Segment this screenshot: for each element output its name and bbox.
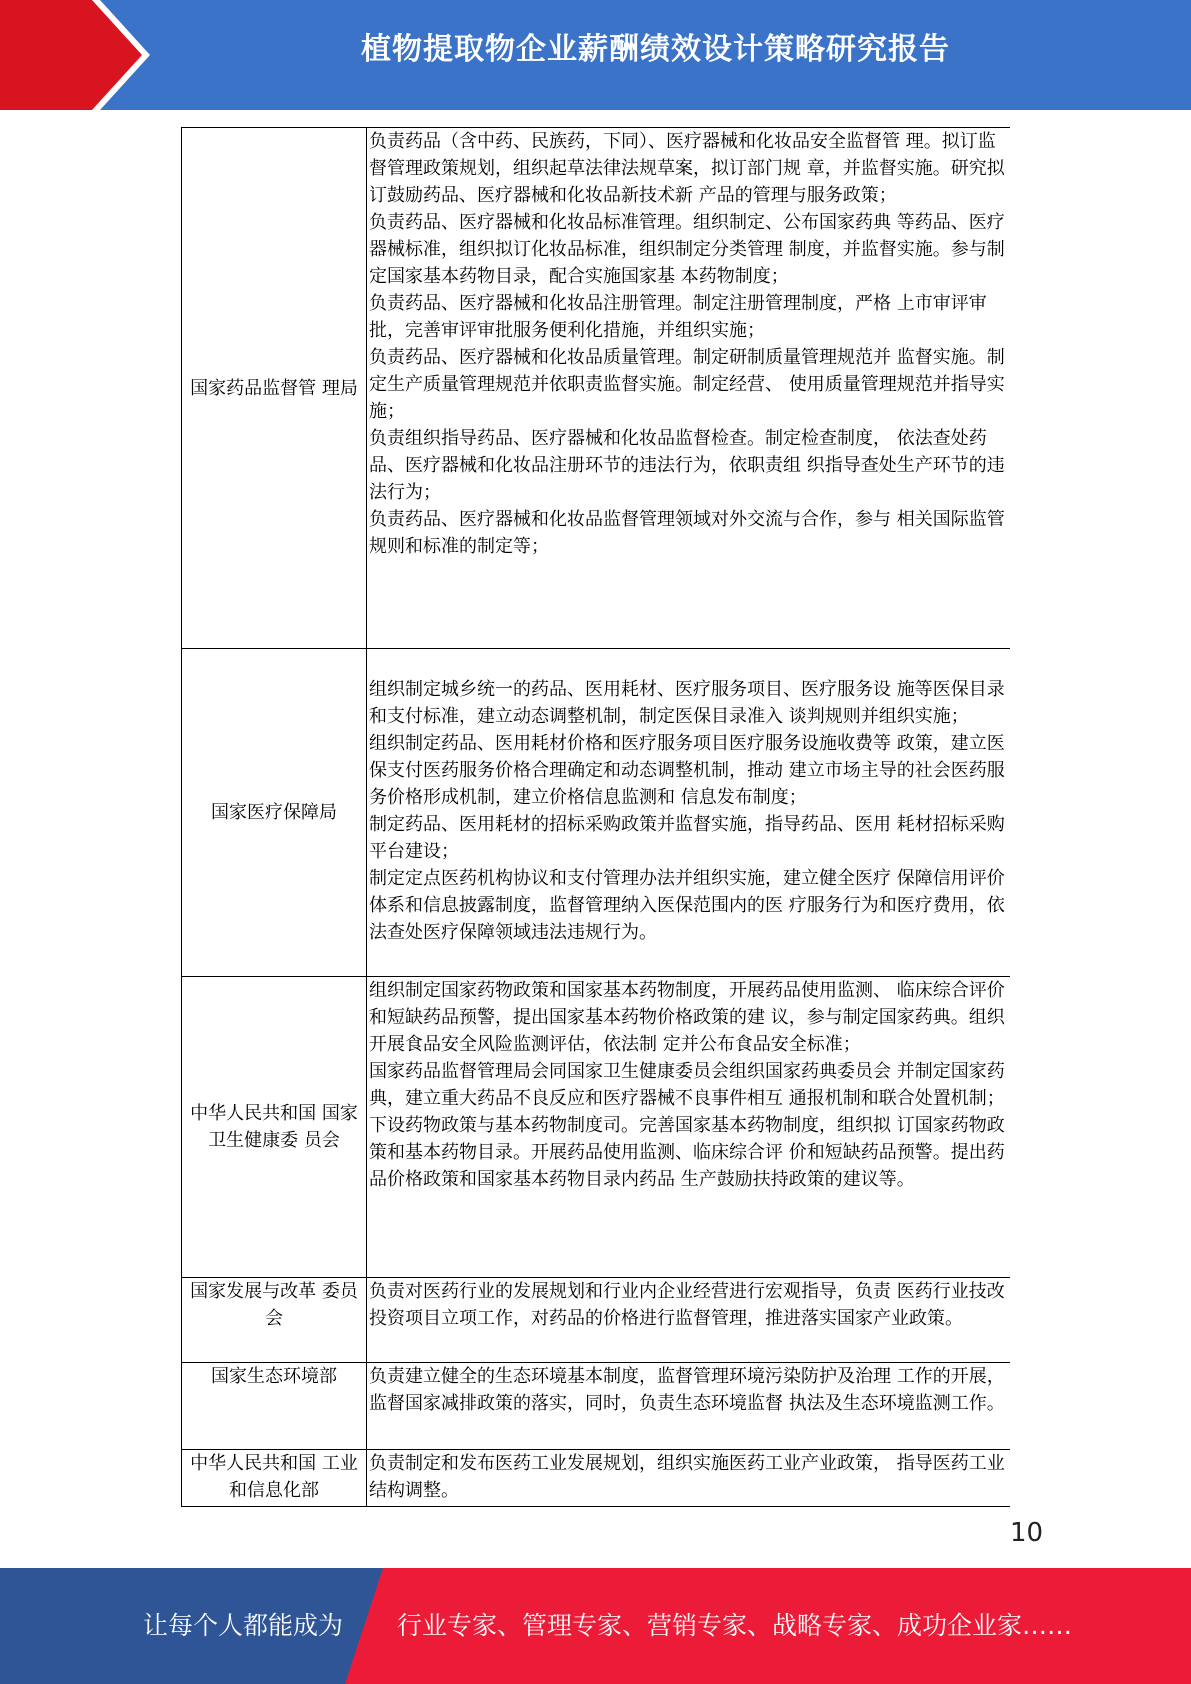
org-cell: 中华人民共和国 工业和信息化部 <box>182 1450 367 1507</box>
table-row <box>182 649 1011 977</box>
duty-text: 负责建立健全的生态环境基本制度，监督管理环境污染防护及治理 工作的开展，监督国家减排政策的落实，同时，负责生态环境监督 执法及生态环境监测工作。 <box>369 1366 1005 1414</box>
duty-text: 组织制定城乡统一的药品、医用耗材、医疗服务项目、医疗服务设 施等医保目录和支付标准，建立动态调整机制，制定医保目录准入 谈判规则并组织实施； <box>369 679 1005 727</box>
duty-text: 制定药品、医用耗材的招标采购政策并监督实施，指导药品、医用 耗材招标采购平台建设； <box>369 814 1005 862</box>
duty-text: 负责组织指导药品、医疗器械和化妆品监督检查。制定检查制度， 依法查处药品、医疗器械和化妆品注册环节的违法行为，依职责组 织指导查处生产环节的违法行为； <box>369 428 1005 503</box>
duty-text: 国家药品监督管理局会同国家卫生健康委员会组织国家药典委员会 并制定国家药典，建立重大药品不良反应和医疗器械不良事件相互 通报机制和联合处置机制； <box>369 1061 1005 1109</box>
duty-cell <box>367 1450 1011 1507</box>
duty-text: 负责药品（含中药、民族药，下同）、医疗器械和化妆品安全监督管 理。拟订监督管理政策规划，组织起草法律法规草案，拟订部门规 章，并监督实施。研究拟订鼓励药品、医疗器械和化妆品新技术新 产品的管理与服务政策； <box>369 131 1005 206</box>
org-cell: 国家药品监督管 理局 <box>182 128 367 649</box>
duty-text: 负责制定和发布医药工业发展规划，组织实施医药工业产业政策， 指导医药工业结构调整。 <box>369 1453 1005 1501</box>
duty-text: 负责药品、医疗器械和化妆品质量管理。制定研制质量管理规范并 监督实施。制定生产质量管理规范并依职责监督实施。制定经营、 使用质量管理规范并指导实施； <box>369 347 1005 422</box>
header-banner <box>0 0 1191 110</box>
page-title: 植物提取物企业薪酬绩效设计策略研究报告 <box>361 32 950 67</box>
table-row <box>182 128 1011 649</box>
chevron-icon <box>0 0 150 110</box>
duty-text: 下设药物政策与基本药物制度司。完善国家基本药物制度，组织拟 订国家药物政策和基本药物目录。开展药品使用监测、临床综合评 价和短缺药品预警。提出药品价格政策和国家基本药物目录内药品 生产鼓励扶持政策的建议等。 <box>369 1115 1005 1190</box>
org-cell: 国家发展与改革 委员会 <box>182 1278 367 1363</box>
duty-cell <box>367 977 1011 1278</box>
duty-text: 负责药品、医疗器械和化妆品监督管理领域对外交流与合作，参与 相关国际监管规则和标准的制定等； <box>369 509 1005 557</box>
page-number: 10 <box>1010 1518 1044 1548</box>
duty-text: 负责对医药行业的发展规划和行业内企业经营进行宏观指导，负责 医药行业技改投资项目立项工作，对药品的价格进行监督管理，推进落实国家产业政策。 <box>369 1281 1005 1329</box>
table-row <box>182 1363 1011 1450</box>
footer-slogan-right: 行业专家、管理专家、营销专家、战略专家、成功企业家…… <box>397 1611 1073 1640</box>
duty-cell <box>367 1278 1011 1363</box>
table-row <box>182 1450 1011 1507</box>
table-row <box>182 1278 1011 1363</box>
regulator-table <box>181 127 1010 1507</box>
duty-text: 组织制定国家药物政策和国家基本药物制度，开展药品使用监测、 临床综合评价和短缺药品预警，提出国家基本药物价格政策的建 议，参与制定国家药典。组织开展食品安全风险监测评估，依法制 定并公布食品安全标准； <box>369 980 1005 1055</box>
duty-text: 负责药品、医疗器械和化妆品标准管理。组织制定、公布国家药典 等药品、医疗器械标准，组织拟订化妆品标准，组织制定分类管理 制度，并监督实施。参与制定国家基本药物目录，配合实施国家基 本药物制度； <box>369 212 1005 287</box>
duty-cell <box>367 649 1011 977</box>
duty-text: 制定定点医药机构协议和支付管理办法并组织实施，建立健全医疗 保障信用评价体系和信息披露制度，监督管理纳入医保范围内的医 疗服务行为和医疗费用，依法查处医疗保障领域违法违规行为。 <box>369 868 1005 943</box>
duty-cell <box>367 1363 1011 1450</box>
duty-cell <box>367 128 1011 649</box>
footer-slogan-left: 让每个人都能成为 <box>143 1611 344 1640</box>
org-cell: 中华人民共和国 国家卫生健康委 员会 <box>182 977 367 1278</box>
duty-text: 组织制定药品、医用耗材价格和医疗服务项目医疗服务设施收费等 政策，建立医保支付医药服务价格合理确定和动态调整机制，推动 建立市场主导的社会医药服务价格形成机制，建立价格信息监测和 信息发布制度； <box>369 733 1005 808</box>
duty-text: 负责药品、医疗器械和化妆品注册管理。制定注册管理制度，严格 上市审评审批，完善审评审批服务便利化措施，并组织实施； <box>369 293 987 341</box>
table-row <box>182 977 1011 1278</box>
org-cell: 国家生态环境部 <box>182 1363 367 1450</box>
org-cell: 国家医疗保障局 <box>182 649 367 977</box>
footer-banner <box>0 1568 1191 1684</box>
